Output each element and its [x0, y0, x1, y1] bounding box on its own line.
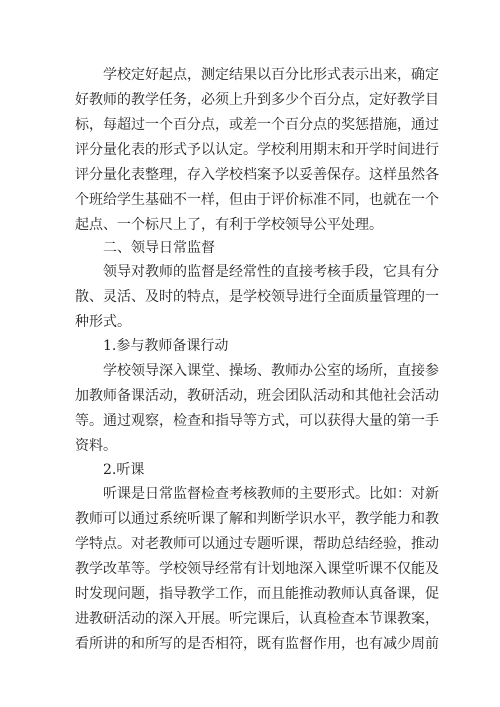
paragraph-line: 教师可以通过系统听课了解和判断学识水平，教学能力和教 — [75, 511, 439, 527]
paragraph-line: 个班给学生基础不一样，但由于评价标准不同，也就在一个 — [75, 192, 439, 208]
paragraph-line: 领导对教师的监督是经常性的直接考核手段，它具有分 — [103, 264, 439, 280]
paragraph-line: 教学改革等。学校领导经常有计划地深入课堂听课不仅能及 — [75, 561, 439, 577]
section-heading: 二、领导日常监督 — [103, 240, 215, 256]
paragraph-line: 标，每超过一个百分点，或差一个百分点的奖惩措施，通过 — [75, 117, 439, 133]
paragraph-line: 种形式。 — [75, 314, 131, 330]
subsection-heading: 1.参与教师备课行动 — [103, 338, 229, 354]
paragraph-line: 散、灵活、及时的特点，是学校领导进行全面质量管理的一 — [75, 289, 439, 305]
paragraph-line: 加教师备课活动，教研活动，班会团队活动和其他社会活动 — [75, 388, 439, 404]
paragraph-line: 学校领导深入课堂、操场、教师办公室的场所，直接参 — [103, 363, 439, 379]
paragraph-line: 起点、一个标尺上了，有利于学校领导公平处理。 — [75, 217, 383, 233]
subsection-heading: 2.听课 — [103, 462, 145, 478]
paragraph-line: 进教研活动的深入开展。听完课后，认真检查本节课教案， — [75, 611, 439, 627]
paragraph-line: 看所讲的和所写的是否相符，既有监督作用，也有减少周前 — [75, 636, 439, 652]
paragraph-line: 学校定好起点，测定结果以百分比形式表示出来，确定 — [103, 67, 439, 83]
paragraph-line: 评分量化表整理，存入学校档案予以妥善保存。这样虽然各 — [75, 167, 439, 183]
paragraph-line: 评分量化表的形式予以认定。学校利用期末和开学时间进行 — [75, 142, 439, 158]
paragraph-line: 好教师的教学任务，必须上升到多少个百分点，定好教学目 — [75, 92, 439, 108]
paragraph-line: 听课是日常监督检查考核教师的主要形式。比如：对新 — [103, 486, 439, 502]
paragraph-line: 资料。 — [75, 438, 117, 454]
paragraph-line: 等。通过观察，检查和指导等方式，可以获得大量的第一手 — [75, 413, 439, 429]
paragraph-line: 时发现问题，指导教学工作，而且能推动教师认真备课，促 — [75, 586, 439, 602]
paragraph-line: 学特点。对老教师可以通过专题听课，帮助总结经验，推动 — [75, 536, 439, 552]
